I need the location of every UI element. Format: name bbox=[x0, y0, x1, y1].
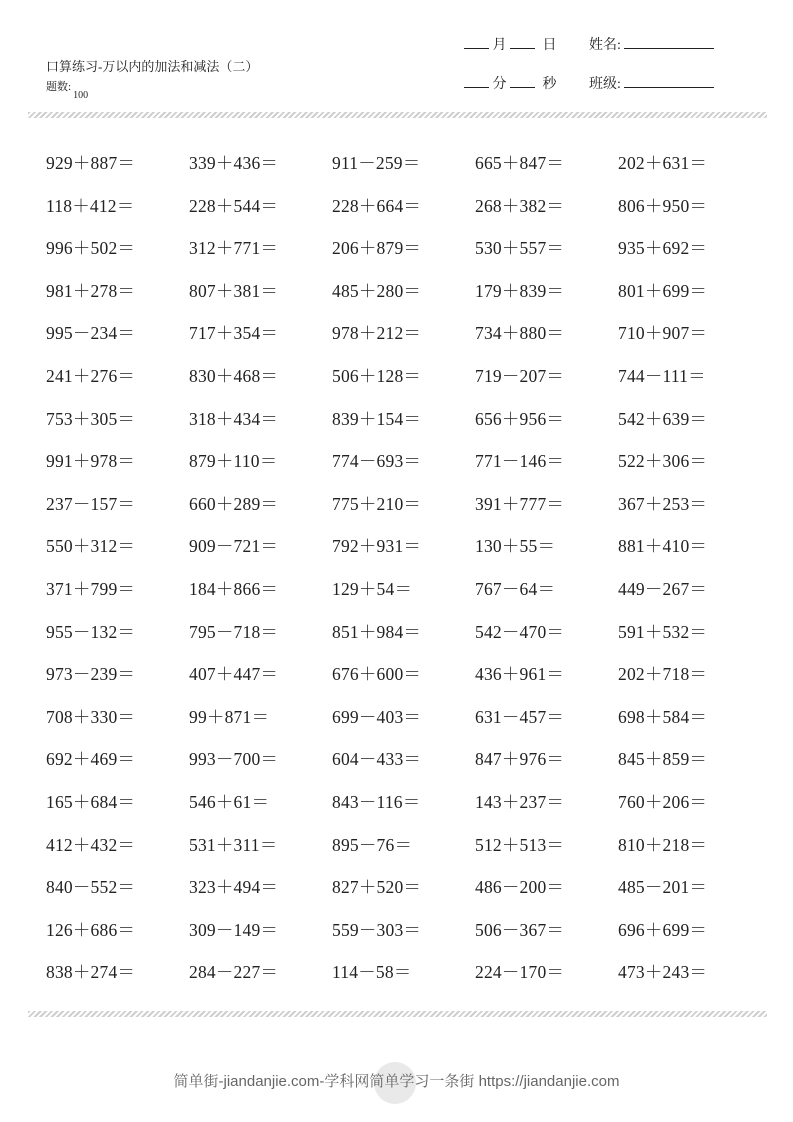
problem-item: 318＋434＝ bbox=[189, 408, 279, 429]
problem-item: 955－132＝ bbox=[46, 621, 136, 642]
problem-item: 224－170＝ bbox=[475, 962, 565, 983]
problem-item: 909－721＝ bbox=[189, 536, 279, 557]
problem-item: 935＋692＝ bbox=[618, 238, 708, 259]
problem-item: 760＋206＝ bbox=[618, 792, 708, 812]
problem-item: 485－201＝ bbox=[618, 877, 708, 898]
problem-item: 202＋631＝ bbox=[618, 153, 708, 173]
name-blank[interactable] bbox=[624, 36, 714, 49]
bottom-divider bbox=[28, 1011, 767, 1017]
problem-item: 631－457＝ bbox=[475, 706, 565, 727]
problem-item: 486－200＝ bbox=[475, 877, 565, 898]
problem-item: 202＋718＝ bbox=[618, 664, 708, 685]
problem-item: 830＋468＝ bbox=[189, 366, 279, 386]
problem-item: 806＋950＝ bbox=[618, 195, 708, 216]
problem-item: 676＋600＝ bbox=[332, 664, 422, 685]
problem-item: 692＋469＝ bbox=[46, 749, 136, 770]
problem-item: 99＋871＝ bbox=[189, 706, 270, 727]
problem-item: 339＋436＝ bbox=[189, 153, 279, 173]
problem-item: 367＋253＝ bbox=[618, 493, 708, 514]
problem-item: 542＋639＝ bbox=[618, 408, 708, 429]
problem-item: 129＋54＝ bbox=[332, 579, 413, 599]
problem-item: 719－207＝ bbox=[475, 366, 565, 386]
problem-item: 412＋432＝ bbox=[46, 834, 136, 855]
problem-item: 991＋978＝ bbox=[46, 451, 136, 472]
problem-item: 699－403＝ bbox=[332, 706, 422, 727]
footer-watermark: 简单街-jiandanjie.com-学科网简单学习一条街 https://jiandanjie.com bbox=[173, 1073, 620, 1090]
problem-item: 996＋502＝ bbox=[46, 238, 136, 259]
problem-item: 542－470＝ bbox=[475, 621, 565, 642]
problem-item: 531＋311＝ bbox=[189, 834, 278, 855]
problem-item: 449－267＝ bbox=[618, 579, 708, 599]
problem-item: 485＋280＝ bbox=[332, 280, 422, 301]
problem-item: 130＋55＝ bbox=[475, 536, 556, 557]
problem-item: 660＋289＝ bbox=[189, 493, 279, 514]
problem-item: 767－64＝ bbox=[475, 579, 556, 599]
problem-item: 847＋976＝ bbox=[475, 749, 565, 770]
problem-item: 993－700＝ bbox=[189, 749, 279, 770]
problem-count-value: 100 bbox=[73, 90, 89, 101]
second-label: 秒 bbox=[542, 77, 557, 92]
problem-item: 851＋984＝ bbox=[332, 621, 422, 642]
month-label: 月 bbox=[492, 38, 507, 53]
top-divider bbox=[28, 112, 767, 118]
problem-item: 228＋544＝ bbox=[189, 195, 279, 216]
problem-item: 895－76＝ bbox=[332, 834, 413, 855]
problem-item: 929＋887＝ bbox=[46, 153, 136, 173]
problem-item: 114－58＝ bbox=[332, 962, 412, 983]
problem-item: 810＋218＝ bbox=[618, 834, 708, 855]
worksheet-title: 口算练习-万以内的加法和减法（二） bbox=[46, 59, 259, 74]
problem-item: 391＋777＝ bbox=[475, 493, 565, 514]
problem-item: 268＋382＝ bbox=[475, 195, 565, 216]
problem-item: 795－718＝ bbox=[189, 621, 279, 642]
problem-item: 839＋154＝ bbox=[332, 408, 422, 429]
problem-item: 801＋699＝ bbox=[618, 280, 708, 301]
problem-item: 436＋961＝ bbox=[475, 664, 565, 685]
problem-item: 696＋699＝ bbox=[618, 919, 708, 940]
problem-item: 284－227＝ bbox=[189, 962, 279, 983]
problem-item: 118＋412＝ bbox=[46, 195, 135, 216]
problem-item: 309－149＝ bbox=[189, 919, 279, 940]
day-blank[interactable] bbox=[510, 36, 535, 49]
problem-item: 771－146＝ bbox=[475, 451, 565, 472]
problem-item: 228＋664＝ bbox=[332, 195, 422, 216]
problem-item: 911－259＝ bbox=[332, 153, 421, 173]
problem-count-label: 题数: bbox=[46, 81, 72, 93]
problem-item: 995－234＝ bbox=[46, 323, 136, 344]
problem-item: 550＋312＝ bbox=[46, 536, 136, 557]
month-blank[interactable] bbox=[464, 36, 489, 49]
problem-item: 753＋305＝ bbox=[46, 408, 136, 429]
problem-item: 840－552＝ bbox=[46, 877, 136, 898]
problem-item: 774－693＝ bbox=[332, 451, 422, 472]
minute-blank[interactable] bbox=[464, 75, 489, 88]
problem-item: 792＋931＝ bbox=[332, 536, 422, 557]
problem-item: 506＋128＝ bbox=[332, 366, 422, 386]
problem-item: 591＋532＝ bbox=[618, 621, 708, 642]
problem-item: 744－111＝ bbox=[618, 366, 706, 386]
problem-item: 708＋330＝ bbox=[46, 706, 136, 727]
problem-item: 559－303＝ bbox=[332, 919, 422, 940]
problem-item: 126＋686＝ bbox=[46, 919, 136, 940]
problem-item: 978＋212＝ bbox=[332, 323, 422, 344]
problem-item: 734＋880＝ bbox=[475, 323, 565, 344]
problem-item: 879＋110＝ bbox=[189, 451, 278, 472]
name-field[interactable] bbox=[589, 34, 714, 54]
problem-item: 184＋866＝ bbox=[189, 579, 279, 599]
problem-item: 973－239＝ bbox=[46, 664, 136, 685]
problem-item: 407＋447＝ bbox=[189, 664, 279, 685]
problem-item: 473＋243＝ bbox=[618, 962, 708, 983]
class-blank[interactable] bbox=[624, 75, 714, 88]
problem-item: 827＋520＝ bbox=[332, 877, 422, 898]
problem-item: 881＋410＝ bbox=[618, 536, 708, 557]
problem-item: 323＋494＝ bbox=[189, 877, 279, 898]
class-label: 班级: bbox=[589, 77, 621, 92]
problem-item: 206＋879＝ bbox=[332, 238, 422, 259]
problem-item: 775＋210＝ bbox=[332, 493, 422, 514]
problem-item: 698＋584＝ bbox=[618, 706, 708, 727]
problem-item: 506－367＝ bbox=[475, 919, 565, 940]
problem-item: 710＋907＝ bbox=[618, 323, 708, 344]
problem-item: 241＋276＝ bbox=[46, 366, 136, 386]
problem-item: 845＋859＝ bbox=[618, 749, 708, 770]
problem-item: 522＋306＝ bbox=[618, 451, 708, 472]
problem-item: 143＋237＝ bbox=[475, 792, 565, 812]
problem-item: 838＋274＝ bbox=[46, 962, 136, 983]
problem-item: 312＋771＝ bbox=[189, 238, 279, 259]
problem-item: 237－157＝ bbox=[46, 493, 136, 514]
problem-item: 179＋839＝ bbox=[475, 280, 565, 301]
time-field[interactable] bbox=[464, 73, 557, 93]
problem-item: 656＋956＝ bbox=[475, 408, 565, 429]
problem-item: 717＋354＝ bbox=[189, 323, 279, 344]
name-label: 姓名: bbox=[589, 38, 621, 53]
problem-item: 371＋799＝ bbox=[46, 579, 136, 599]
problem-item: 981＋278＝ bbox=[46, 280, 136, 301]
day-label: 日 bbox=[542, 38, 557, 53]
class-field[interactable] bbox=[589, 73, 714, 93]
second-blank[interactable] bbox=[510, 75, 535, 88]
minute-label: 分 bbox=[492, 77, 507, 92]
date-field[interactable] bbox=[464, 34, 557, 54]
problem-item: 546＋61＝ bbox=[189, 792, 270, 812]
problem-item: 665＋847＝ bbox=[475, 153, 565, 173]
problem-item: 807＋381＝ bbox=[189, 280, 279, 301]
problem-item: 165＋684＝ bbox=[46, 792, 136, 812]
problem-count bbox=[46, 78, 89, 101]
problem-item: 512＋513＝ bbox=[475, 834, 565, 855]
problem-item: 604－433＝ bbox=[332, 749, 422, 770]
problem-item: 530＋557＝ bbox=[475, 238, 565, 259]
problem-item: 843－116＝ bbox=[332, 792, 421, 812]
